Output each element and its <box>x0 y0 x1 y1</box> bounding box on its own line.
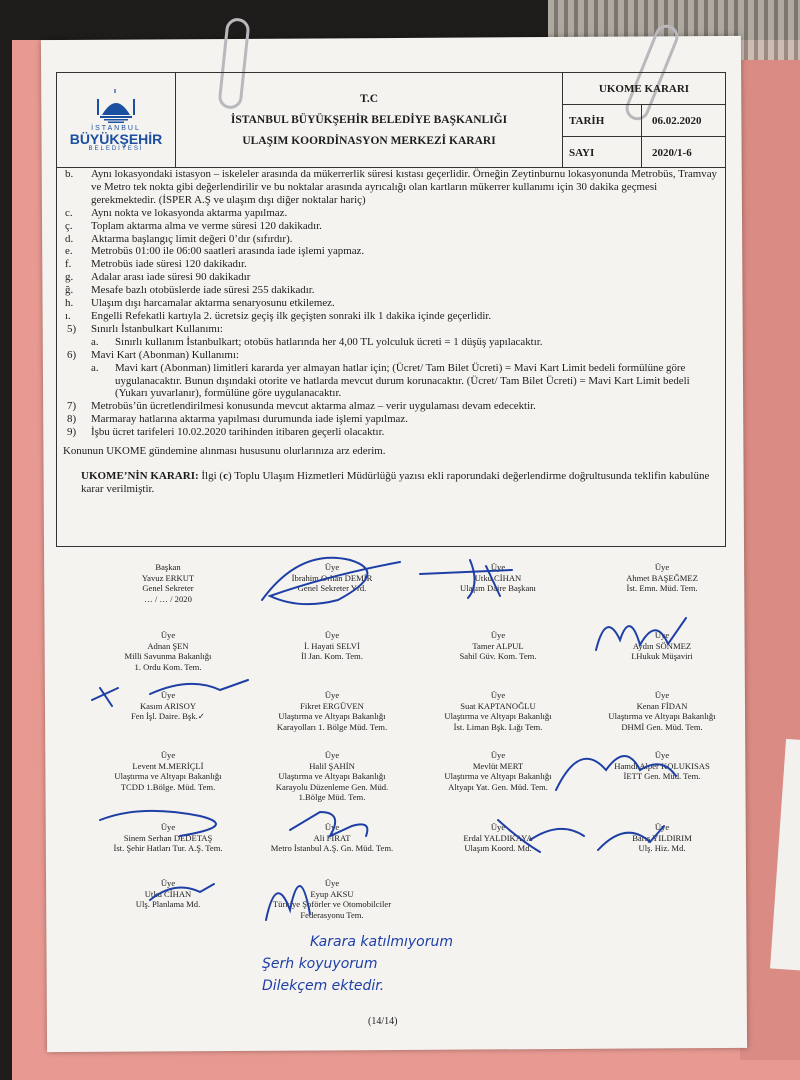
signatory-role: Üye <box>160 878 176 888</box>
signatory-role: Üye <box>654 690 670 700</box>
list-item <box>57 336 725 349</box>
closing-sentence: Konunun UKOME gündemine alınması hususunu olurlarınıza arz ederim. <box>63 445 386 458</box>
signatory-role: Üye <box>654 750 670 760</box>
item-list <box>57 168 725 496</box>
signatory-line: Adnan ŞEN <box>147 640 189 651</box>
signatory-line: Altyapı Yat. Gen. Müd. Tem. <box>448 781 548 792</box>
item-label: ı. <box>65 309 71 322</box>
item-text: Sınırlı İstanbulkart Kullanımı: <box>91 322 223 335</box>
item-label: d. <box>65 232 74 245</box>
item-text: Aktarma başlangıç limit değeri 0’dır (sıfırdır). <box>91 232 293 245</box>
signatory-line: Ulaştırma ve Altyapı Bakanlığı <box>608 711 716 722</box>
number-value: 2020/1-6 <box>652 146 692 159</box>
signatory-role: Üye <box>490 750 506 760</box>
header-line-decision: ULAŞIM KOORDİNASYON MERKEZİ KARARI <box>242 134 496 147</box>
signatory-line: İst. Şehir Hatları Tur. A.Ş. Tem. <box>113 843 223 854</box>
handwritten-line-2: Şerh koyuyorum <box>262 956 378 972</box>
signatory <box>244 630 420 662</box>
signatory-role: Üye <box>324 822 340 832</box>
date-label: TARİH <box>563 105 642 136</box>
signatory-line: Suat KAPTANOĞLU <box>460 700 536 711</box>
signatory-role: Üye <box>490 822 506 832</box>
signatory-role: Üye <box>324 750 340 760</box>
item-text: Sınırlı kullanım İstanbulkart; otobüs hatlarında her 4,00 TL yolculuk ücreti = 1 düşüş yapılacaktır. <box>115 335 543 348</box>
signatory-role: Üye <box>490 690 506 700</box>
decision-lead: UKOME’NİN KARARI: <box>81 469 199 482</box>
signatory-line: Halil ŞAHİN <box>309 760 355 771</box>
list-item <box>57 245 725 258</box>
signatory <box>80 562 256 604</box>
signatory-line: Sinem Serhan DEDETAŞ <box>123 832 213 843</box>
list-item <box>57 323 725 336</box>
signatory-role: Başkan <box>155 562 181 572</box>
item-label: c. <box>65 206 73 219</box>
item-text: Engelli Refekatli kartıyla 2. ücretsiz geçiş ilk geçişten sonraki ilk 1 dakika içinde geçerlidir. <box>91 309 492 322</box>
signatory-line: Ulaştırma ve Altyapı Bakanlığı <box>114 771 222 782</box>
item-text: Marmaray hatlarına aktarma yapılması durumunda iade işlemi yapılmaz. <box>91 413 408 426</box>
list-item <box>57 271 725 284</box>
signatory <box>574 750 750 782</box>
signatory-line: Ahmet BAŞEĞMEZ <box>626 572 698 583</box>
signatory-line: Genel Sekreter <box>142 583 194 594</box>
signatory-line: Fikret ERGÜVEN <box>300 700 364 711</box>
signatory-line: 1.Bölge Müd. Tem. <box>298 792 366 803</box>
signatory-line: Karayolları 1. Bölge Müd. Tem. <box>276 721 388 732</box>
signatory <box>80 750 256 792</box>
signatory-role: Üye <box>490 562 506 572</box>
signatory-role: Üye <box>654 630 670 640</box>
signatory <box>80 878 256 910</box>
document-header <box>56 72 726 168</box>
decision-type: UKOME KARARI <box>563 73 725 105</box>
page-number: (14/14) <box>368 1016 398 1027</box>
number-label: SAYI <box>563 137 642 168</box>
signatory-line: Karayolu Düzenleme Gen. Müd. <box>275 781 389 792</box>
signatory-line: İst. Liman Bşk. Lığı Tem. <box>453 721 543 732</box>
item-text: Aynı lokasyondaki istasyon – iskeleler arasında da mükerrerlik süresi kıstası geçerlidir. Örneğin Zeytinburnu lokasyonunda Metrobüs, Tramvay ve Metro tek nokta gibi değerlendirilir ve bu noktalar arasında ayrıcalığı olan kartların mükerrer kullanımı için 30 dakika geçmesi gerekmektedir. (İSPER A.Ş ve ulaşım dışı diğer noktalar hariç) <box>91 168 717 206</box>
signatory <box>410 690 586 732</box>
item-text: Mavi kart (Abonman) limitleri kararda yer almayan hatlar için; (Ücret/ Tam Bilet Ücreti) = Mavi Kart Limit bedeli formülüne göre uygulanacaktır. Bunun dışındaki otorite ve hatlarda mevcut durum korunacaktır. (Ücret/ Tam Bilet Ücreti) = Mavi Kart Limit bedeli (Yukarı yuvarlanır), formülüne göre uygulanacaktır. <box>115 361 690 400</box>
list-item <box>57 400 725 413</box>
signatory <box>410 630 586 662</box>
decision-body <box>56 166 726 547</box>
signatory-role: Üye <box>324 690 340 700</box>
signatory-line: Türkiye Şoförler ve Otomobilciler <box>272 899 392 910</box>
signatory <box>244 690 420 732</box>
signatory-line: Yavuz ERKUT <box>141 572 195 583</box>
header-title-block <box>175 73 563 167</box>
signatory-line: Kenan FİDAN <box>636 700 688 711</box>
item-label: 8) <box>67 413 77 426</box>
signatory-line: TCDD 1.Bölge. Müd. Tem. <box>120 781 216 792</box>
signatory <box>410 562 586 594</box>
header-meta-table <box>563 73 725 167</box>
signatory <box>80 690 256 722</box>
item-text: Mavi Kart (Abonman) Kullanımı: <box>91 348 239 361</box>
date-row <box>563 105 725 137</box>
signatory-line: Ulş. Hiz. Md. <box>638 843 686 854</box>
signatory-line: Federasyonu Tem. <box>300 909 364 920</box>
list-item <box>57 426 725 439</box>
signatory-line: Barış YILDIRIM <box>632 832 692 843</box>
signatory <box>574 690 750 732</box>
item-label: b. <box>65 168 74 180</box>
list-item <box>57 284 725 297</box>
list-item <box>57 310 725 323</box>
logo-line2: BÜYÜKŞEHİR <box>69 130 163 147</box>
signatory-line: Erdal YALDIKAYA <box>463 832 533 843</box>
list-item <box>57 413 725 426</box>
signatory-line: Tamer ALPUL <box>472 640 524 651</box>
signatory-line: Sahil Güv. Kom. Tem. <box>459 651 537 662</box>
signatory-role: Üye <box>160 750 176 760</box>
signatory-line: Utku CİHAN <box>474 572 522 583</box>
item-label: a. <box>91 361 99 374</box>
signatory <box>410 750 586 792</box>
signatory <box>244 878 420 920</box>
signatory <box>244 562 420 594</box>
item-text: Ulaşım dışı harcamalar aktarma senaryosunu etkilemez. <box>91 297 335 310</box>
signatory-role: Üye <box>160 822 176 832</box>
ukome-decision <box>57 470 725 496</box>
signatory-line: İst. Emn. Müd. Tem. <box>626 583 698 594</box>
signatory <box>410 822 586 854</box>
signatory-line: 1. Ordu Kom. Tem. <box>134 661 202 672</box>
signatory-line: Genel Sekreter Yrd. <box>297 583 367 594</box>
list-item <box>57 258 725 271</box>
item-label: 5) <box>67 322 77 335</box>
item-label: 7) <box>67 400 77 413</box>
ibb-logo <box>57 73 175 167</box>
signatory-line: Aydın SÖNMEZ <box>632 640 692 651</box>
signatory-line: Ulaştırma ve Altyapı Bakanlığı <box>278 771 386 782</box>
signatory-line: Ulaştırma ve Altyapı Bakanlığı <box>444 711 552 722</box>
signatory <box>574 630 750 662</box>
decision-ref: c <box>223 469 228 482</box>
signatory-line: İ. Hayati SELVİ <box>304 640 360 651</box>
signatory-line: Utku CİHAN <box>144 888 192 899</box>
list-item <box>57 220 725 233</box>
signatory-role: Üye <box>160 630 176 640</box>
item-label: 6) <box>67 348 77 361</box>
signatory-line: Ulş. Planlama Md. <box>135 899 201 910</box>
signatory <box>80 630 256 672</box>
signatory-role: Üye <box>324 878 340 888</box>
item-text: Mesafe bazlı otobüslerde iade süresi 255 dakikadır. <box>91 284 315 297</box>
header-line-municipality: İSTANBUL BÜYÜKŞEHİR BELEDİYE BAŞKANLIĞI <box>230 113 508 126</box>
list-item <box>57 207 725 220</box>
item-label: e. <box>65 245 73 258</box>
date-value: 06.02.2020 <box>652 114 702 127</box>
signatory-line: I.Hukuk Müşaviri <box>631 651 693 662</box>
signatory-line: Ulaştırma ve Altyapı Bakanlığı <box>444 771 552 782</box>
signatory-line: Fen İşl. Daire. Bşk.✓ <box>130 711 206 722</box>
signatory-role: Üye <box>324 630 340 640</box>
signatory-role: Üye <box>490 630 506 640</box>
item-text: Metrobüs 01:00 ile 06:00 saatleri arasında iade işlemi yapmaz. <box>91 245 365 258</box>
signatory-line: Eyup AKSU <box>310 888 354 899</box>
item-label: f. <box>65 258 72 271</box>
item-label: g. <box>65 271 74 284</box>
logo-line3: BELEDİYESİ <box>88 145 144 152</box>
list-item <box>57 349 725 362</box>
ibb-emblem-icon <box>94 89 138 125</box>
signatory-line: Ulaşım Daire Başkanı <box>460 583 536 594</box>
handwritten-line-1: Karara katılmıyorum <box>310 934 453 950</box>
signatory-line: İETT Gen. Müd. Tem. <box>623 771 701 782</box>
decision-text: ) Toplu Ulaşım Hizmetleri Müdürlüğü yazısı ekli raporundaki değerlendirme doğrultusunda teklifin kabulüne karar verilmiştir. <box>81 469 710 495</box>
signatory-line: Levent M.MERİÇLİ <box>132 760 204 771</box>
item-label: 9) <box>67 426 77 439</box>
item-label: h. <box>65 297 74 310</box>
signatory-line: Kasım ARISOY <box>139 700 197 711</box>
list-item <box>57 168 725 207</box>
signatory-line: Hamdi Alper KOLUKISAS <box>614 760 710 771</box>
list-item <box>57 362 725 401</box>
signatory-line: … / … / 2020 <box>144 593 192 604</box>
signatory <box>244 750 420 803</box>
signatory-role: Üye <box>654 562 670 572</box>
item-text: Toplam aktarma alma ve verme süresi 120 dakikadır. <box>91 219 322 232</box>
signatory <box>80 822 256 854</box>
handwritten-line-3: Dilekçem ektedir. <box>262 978 385 994</box>
list-item <box>57 297 725 310</box>
item-text: Aynı nokta ve lokasyonda aktarma yapılmaz. <box>91 206 288 219</box>
signatory-line: Ulaştırma ve Altyapı Bakanlığı <box>278 711 386 722</box>
signatory-line: Ali FIRAT <box>313 832 351 843</box>
signatory-role: Üye <box>654 822 670 832</box>
signatory-line: DHMİ Gen. Müd. Tem. <box>621 721 703 732</box>
signatory-line: İl Jan. Kom. Tem. <box>301 651 363 662</box>
signatory <box>244 822 420 854</box>
signatory-line: İbrahim Orhan DEMİR <box>291 572 373 583</box>
item-text: Adalar arası iade süresi 90 dakikadır <box>91 271 251 284</box>
signatory-line: Milli Savunma Bakanlığı <box>124 651 212 662</box>
item-label: a. <box>91 335 99 348</box>
item-text: Metrobüs iade süresi 120 dakikadır. <box>91 258 247 271</box>
signatory-line: Ulaşım Koord. Md. <box>464 843 532 854</box>
signatory-line: Metro İstanbul A.Ş. Gn. Müd. Tem. <box>270 843 394 854</box>
item-text: İşbu ücret tarifeleri 10.02.2020 tarihinden itibaren geçerli olacaktır. <box>91 426 385 439</box>
signatory <box>574 822 750 854</box>
signatory <box>574 562 750 594</box>
signatory-role: Üye <box>324 562 340 572</box>
decision-text: İlgi ( <box>198 469 224 482</box>
header-line-tc: T.C <box>360 92 378 105</box>
list-item <box>57 233 725 246</box>
number-row <box>563 137 725 168</box>
logo-line1: İSTANBUL <box>91 124 141 132</box>
signatory-line: Mevlüt MERT <box>472 760 524 771</box>
item-label: ğ. <box>65 284 74 297</box>
signatory-role: Üye <box>160 690 176 700</box>
item-text: Metrobüs’ün ücretlendirilmesi konusunda mevcut aktarma almaz – verir uygulaması devam edecektir. <box>91 400 536 413</box>
item-label: ç. <box>65 219 73 232</box>
